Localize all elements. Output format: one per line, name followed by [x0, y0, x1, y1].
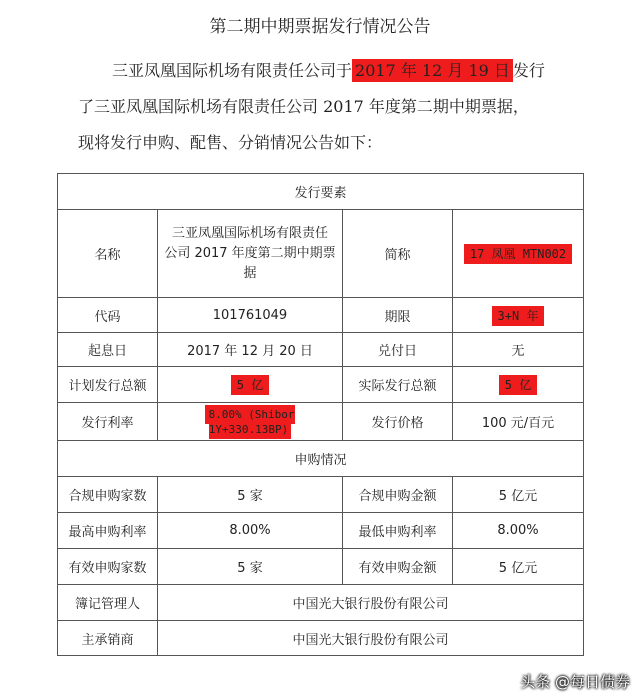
short-name-highlight: 17 凤凰 MTN002 — [464, 244, 572, 264]
name-value-line-3: 据 — [243, 265, 257, 281]
term-highlight: 3+N 年 — [492, 306, 545, 326]
bookrunner-label: 簿记管理人 — [58, 585, 158, 621]
effective-amount-label: 有效申购金额 — [343, 549, 453, 585]
section-header-issue-elements: 发行要素 — [58, 174, 584, 210]
code-value: 101761049 — [158, 298, 343, 333]
intro-line-3: 现将发行申购、配售、分销情况公告如下： — [78, 133, 383, 152]
start-date-value: 2017 年 12 月 20 日 — [158, 333, 343, 367]
issuance-table — [57, 173, 584, 656]
intro-line1-prefix: 三亚凤凰国际机场有限责任公司于 — [112, 61, 353, 80]
watermark: 头条 @每日债券 — [520, 673, 630, 691]
document-title: 第二期中期票据发行情况公告 — [209, 17, 431, 37]
effective-count-value: 5 家 — [158, 549, 343, 585]
issue-rate-highlight: 8.00% (Shibor 1Y+330.13BP) — [205, 405, 294, 439]
section-header-subscription: 申购情况 — [58, 441, 584, 477]
effective-count-label: 有效申购家数 — [58, 549, 158, 585]
compliant-count-label: 合规申购家数 — [58, 477, 158, 513]
actual-total-label: 实际发行总额 — [343, 367, 453, 403]
name-value — [158, 210, 343, 298]
planned-total-highlight: 5 亿 — [231, 375, 269, 395]
payment-date-label: 兑付日 — [343, 333, 453, 367]
compliant-amount-label: 合规申购金额 — [343, 477, 453, 513]
term-cell — [453, 298, 584, 333]
min-rate-value: 8.00% — [453, 513, 584, 549]
actual-total-highlight: 5 亿 — [499, 375, 537, 395]
underwriter-label: 主承销商 — [58, 621, 158, 656]
name-value-line-1: 三亚凤凰国际机场有限责任 — [171, 225, 328, 241]
term-label: 期限 — [343, 298, 453, 333]
effective-amount-value: 5 亿元 — [453, 549, 584, 585]
payment-date-value: 无 — [453, 333, 584, 367]
compliant-amount-value: 5 亿元 — [453, 477, 584, 513]
intro-line-1 — [112, 58, 545, 81]
actual-total-cell — [453, 367, 584, 403]
compliant-count-value: 5 家 — [158, 477, 343, 513]
min-rate-label: 最低申购利率 — [343, 513, 453, 549]
issue-date-highlight: 2017 年 12 月 19 日 — [352, 59, 513, 82]
planned-total-label: 计划发行总额 — [58, 367, 158, 403]
planned-total-cell — [158, 367, 343, 403]
start-date-label: 起息日 — [58, 333, 158, 367]
name-label: 名称 — [58, 210, 158, 298]
short-name-cell — [453, 210, 584, 298]
issue-rate-label: 发行利率 — [58, 403, 158, 441]
short-name-label: 简称 — [343, 210, 453, 298]
issue-price-value: 100 元/百元 — [453, 403, 584, 441]
intro-line1-suffix: 发行 — [512, 61, 545, 80]
code-label: 代码 — [58, 298, 158, 333]
issue-rate-cell — [158, 403, 343, 441]
name-value-line-2: 公司 2017 年度第二期中期票 — [164, 245, 336, 261]
max-rate-label: 最高申购利率 — [58, 513, 158, 549]
max-rate-value: 8.00% — [158, 513, 343, 549]
bookrunner-value: 中国光大银行股份有限公司 — [158, 585, 584, 621]
intro-line-2: 了三亚凤凰国际机场有限责任公司 2017 年度第二期中期票据， — [78, 97, 529, 116]
underwriter-value: 中国光大银行股份有限公司 — [158, 621, 584, 656]
issue-price-label: 发行价格 — [343, 403, 453, 441]
